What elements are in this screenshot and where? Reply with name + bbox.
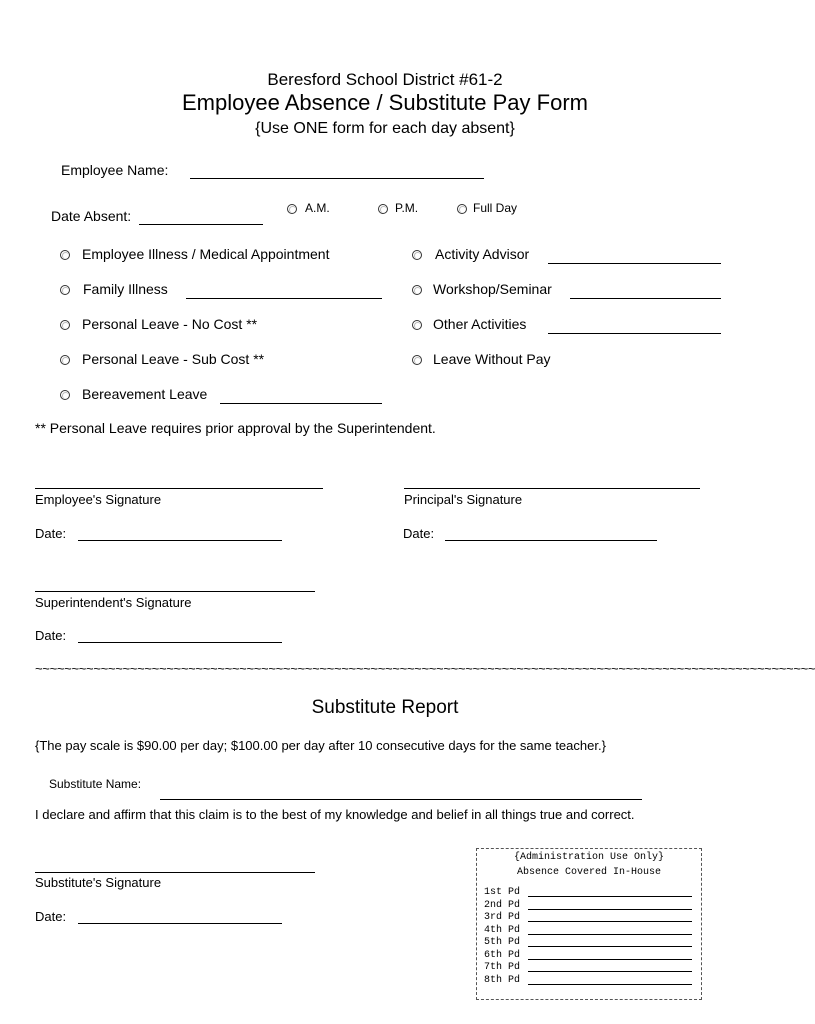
superintendent-date-label: Date: — [35, 628, 67, 643]
substitute-signature-label: Substitute's Signature — [35, 875, 162, 890]
activity-advisor-field[interactable] — [548, 263, 721, 264]
superintendent-date-field[interactable] — [78, 642, 282, 643]
employee-name-label: Employee Name: — [61, 162, 169, 178]
date-absent-field[interactable] — [139, 224, 263, 225]
admin-period-row[interactable] — [484, 962, 520, 974]
date-absent-label: Date Absent: — [51, 208, 132, 224]
full-day-label: Full Day — [473, 201, 518, 215]
admin-period-row[interactable] — [484, 950, 520, 962]
full-day-radio[interactable] — [457, 204, 467, 214]
principal-signature-label: Principal's Signature — [404, 492, 523, 507]
substitute-report-title: Substitute Report — [311, 697, 459, 718]
substitute-name-field[interactable] — [160, 799, 642, 800]
form-title: Employee Absence / Substitute Pay Form — [182, 90, 588, 115]
period-label: 3rd Pd — [484, 912, 521, 923]
bereavement-leave-field[interactable] — [220, 403, 382, 404]
am-radio[interactable] — [287, 204, 297, 214]
principal-date-field[interactable] — [445, 540, 657, 541]
personal-leave-no-cost-label: Personal Leave - No Cost ** — [82, 316, 258, 332]
substitute-date-field[interactable] — [78, 923, 282, 924]
approval-note: ** Personal Leave requires prior approval by the Superintendent. — [35, 420, 436, 436]
employee-illness-label: Employee Illness / Medical Appointment — [82, 246, 330, 262]
period-label: 6th Pd — [484, 950, 521, 961]
period-label: 2nd Pd — [484, 900, 521, 911]
principal-signature-line[interactable] — [404, 488, 700, 489]
family-illness-radio[interactable] — [60, 285, 70, 295]
period-label: 1st Pd — [484, 887, 521, 898]
workshop-seminar-field[interactable] — [570, 298, 721, 299]
personal-leave-sub-cost-label: Personal Leave - Sub Cost ** — [82, 351, 265, 367]
admin-header-line1: {Administration Use Only} — [513, 852, 665, 863]
substitute-name-label: Substitute Name: — [49, 777, 142, 791]
declaration-text: I declare and affirm that this claim is to the best of my knowledge and belief in all things true and correct. — [35, 807, 635, 822]
substitute-signature-line[interactable] — [35, 872, 315, 873]
other-activities-label: Other Activities — [433, 316, 527, 332]
tilde-divider: ~~~~~~~~~~~~~~~~~~~~~~~~~~~~~~~~~~~~~~~~~~~~~~~~~~~~~~~~~~~~~~~~~~~~~~~~~~~~~~~~~~~~~~~~~~~~~~~~~~~~~~~~~~~ — [35, 661, 815, 676]
period-label: 4th Pd — [484, 925, 521, 936]
bereavement-leave-label: Bereavement Leave — [82, 386, 208, 402]
pm-radio[interactable] — [378, 204, 388, 214]
admin-period-row[interactable] — [484, 937, 520, 949]
activity-advisor-radio[interactable] — [412, 250, 422, 260]
other-activities-radio[interactable] — [412, 320, 422, 330]
period-label: 7th Pd — [484, 962, 521, 973]
pm-label: P.M. — [395, 201, 419, 215]
personal-leave-sub-cost-radio[interactable] — [60, 355, 70, 365]
workshop-seminar-radio[interactable] — [412, 285, 422, 295]
family-illness-label: Family Illness — [83, 281, 168, 297]
period-label: 5th Pd — [484, 937, 521, 948]
leave-without-pay-radio[interactable] — [412, 355, 422, 365]
workshop-seminar-label: Workshop/Seminar — [433, 281, 552, 297]
admin-period-row[interactable] — [484, 900, 520, 912]
form-subtitle: {Use ONE form for each day absent} — [255, 120, 515, 137]
admin-period-row[interactable] — [484, 912, 520, 924]
district-name: Beresford School District #61-2 — [267, 70, 503, 89]
employee-signature-label: Employee's Signature — [35, 492, 162, 507]
admin-period-row[interactable] — [484, 887, 520, 899]
pay-scale-note: {The pay scale is $90.00 per day; $100.00 per day after 10 consecutive days for the same teacher.} — [35, 738, 606, 753]
am-label: A.M. — [305, 201, 330, 215]
period-label: 8th Pd — [484, 975, 521, 986]
admin-use-box — [476, 848, 702, 1000]
family-illness-field[interactable] — [186, 298, 382, 299]
principal-date-label: Date: — [403, 526, 435, 541]
other-activities-field[interactable] — [548, 333, 721, 334]
bereavement-leave-radio[interactable] — [60, 390, 70, 400]
personal-leave-no-cost-radio[interactable] — [60, 320, 70, 330]
employee-date-field[interactable] — [78, 540, 282, 541]
employee-signature-line[interactable] — [35, 488, 323, 489]
superintendent-signature-label: Superintendent's Signature — [35, 595, 192, 610]
leave-without-pay-label: Leave Without Pay — [433, 351, 551, 367]
admin-header-line2: Absence Covered In-House — [516, 867, 662, 878]
employee-name-field[interactable] — [190, 178, 484, 179]
employee-date-label: Date: — [35, 526, 67, 541]
superintendent-signature-line[interactable] — [35, 591, 315, 592]
employee-illness-radio[interactable] — [60, 250, 70, 260]
admin-period-row[interactable] — [484, 975, 520, 987]
admin-period-row[interactable] — [484, 925, 520, 937]
substitute-date-label: Date: — [35, 909, 67, 924]
activity-advisor-label: Activity Advisor — [435, 246, 530, 262]
